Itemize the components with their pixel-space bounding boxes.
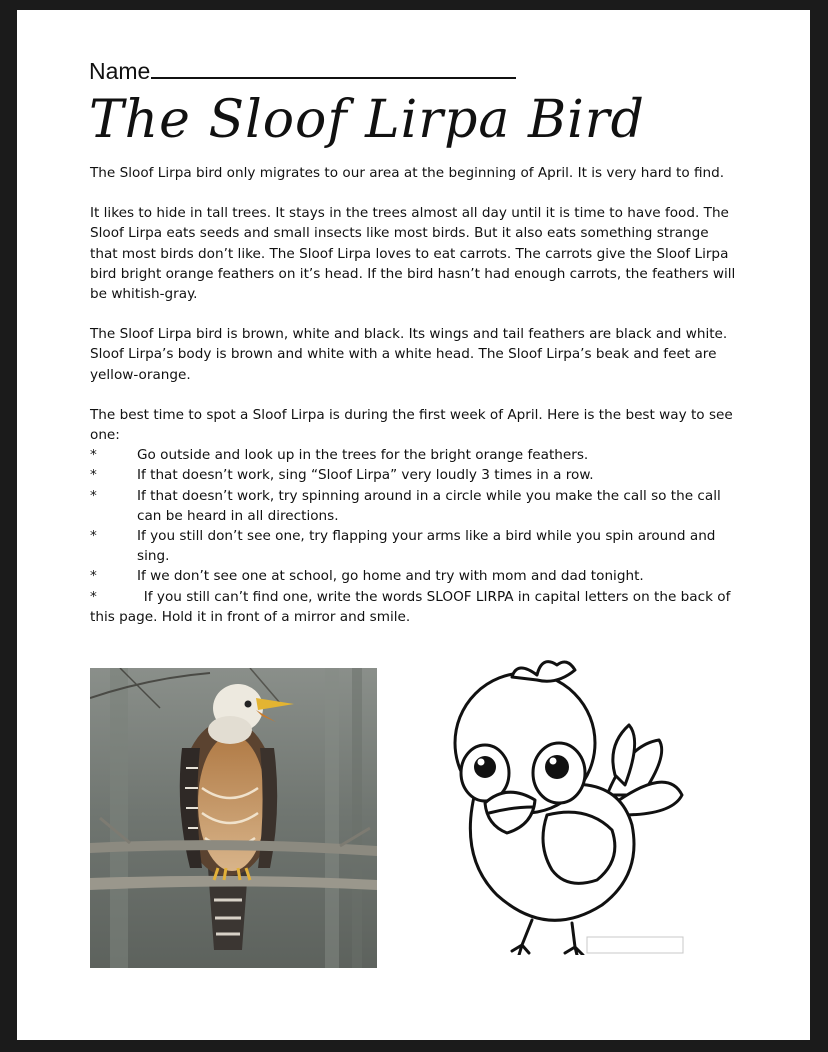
worksheet-page bbox=[17, 10, 810, 1040]
bird-photo-icon bbox=[90, 668, 377, 968]
tip-text: Go outside and look up in the trees for the bright orange feathers. bbox=[137, 447, 589, 464]
name-label: Name bbox=[89, 58, 151, 84]
bullet-star: * bbox=[90, 528, 97, 545]
list-item bbox=[90, 566, 740, 586]
tip-text: If that doesn’t work, try spinning around in a circle while you make the call so the call can be heard in all directions. bbox=[137, 487, 721, 524]
bullet-star: * bbox=[90, 588, 97, 605]
bullet-star: * bbox=[90, 467, 97, 484]
name-blank-line[interactable] bbox=[151, 59, 516, 79]
article-body bbox=[90, 163, 740, 627]
tip-text: If we don’t see one at school, go home and try with mom and dad tonight. bbox=[137, 568, 644, 585]
list-item bbox=[90, 486, 740, 526]
paragraph-how-to-spot: The best time to spot a Sloof Lirpa is during the first week of April. Here is the best way to see one: bbox=[90, 406, 733, 444]
list-item bbox=[90, 587, 740, 627]
list-item bbox=[90, 526, 740, 566]
paragraph-appearance: The Sloof Lirpa bird is brown, white and black. Its wings and tail feathers are black and white. Sloof Lirpa’s body is brown and white with a white head. The Sloof Lirpa’s beak and feet are yellow-orange. bbox=[90, 326, 728, 383]
list-item bbox=[90, 465, 740, 485]
paragraph-habits: It likes to hide in tall trees. It stays in the trees almost all day until it is time to have food. The Sloof Lirpa eats seeds and small insects like most birds. But it also eats something strange that most birds don’t like. The Sloof Lirpa loves to eat carrots. The carrots give the Sloof Lirpa bird bright orange feathers on it’s head. If the bird hasn’t had enough carrots, the feathers will be whitish-gray. bbox=[90, 205, 736, 303]
tip-text: If you still can’t find one, write the words SLOOF LIRPA in capital letters on the back of this page. Hold it in front of a mirror and smile. bbox=[90, 588, 731, 625]
bullet-star: * bbox=[90, 487, 97, 504]
cartoon-bird bbox=[437, 655, 697, 955]
paragraph-intro: The Sloof Lirpa bird only migrates to our area at the beginning of April. It is very hard to find. bbox=[90, 165, 725, 181]
bullet-star: * bbox=[90, 447, 97, 464]
bullet-star: * bbox=[90, 568, 97, 585]
name-field[interactable] bbox=[89, 58, 516, 85]
bird-photo bbox=[90, 668, 377, 968]
cartoon-bird-outline-icon bbox=[437, 655, 697, 955]
tip-text: If you still don’t see one, try flapping your arms like a bird while you spin around and sing. bbox=[137, 528, 716, 565]
list-item bbox=[90, 445, 740, 465]
tip-text: If that doesn’t work, sing “Sloof Lirpa” very loudly 3 times in a row. bbox=[137, 467, 594, 484]
tips-list bbox=[90, 445, 740, 627]
page-title: The Sloof Lirpa Bird bbox=[89, 90, 645, 150]
